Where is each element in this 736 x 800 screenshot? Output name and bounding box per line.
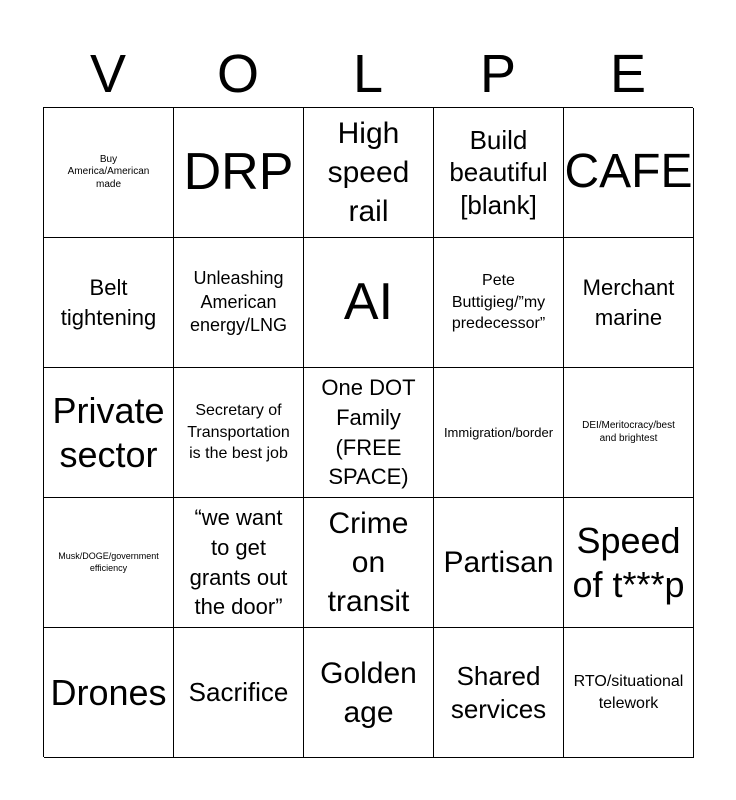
bingo-cell-r5c5[interactable] xyxy=(564,628,694,758)
bingo-cell-r5c2[interactable] xyxy=(174,628,304,758)
cell-label: Belt tightening xyxy=(60,274,157,330)
bingo-cell-r1c5[interactable] xyxy=(564,108,694,238)
cell-label: Build beautiful [blank] xyxy=(449,124,548,220)
bingo-cell-r4c4[interactable] xyxy=(434,498,564,628)
bingo-cell-r2c1[interactable] xyxy=(44,238,174,368)
cell-label: Sacrifice xyxy=(188,677,289,708)
cell-label: Immigration/border xyxy=(443,424,554,440)
bingo-cell-r5c1[interactable] xyxy=(44,628,174,758)
header-letter-p: P xyxy=(479,44,517,104)
cell-label: Drones xyxy=(50,671,167,713)
cell-label: Pete Buttigieg/”my predecessor” xyxy=(451,272,546,333)
bingo-cell-r3c2[interactable] xyxy=(174,368,304,498)
cell-label: Unleashing American energy/LNG xyxy=(189,268,288,336)
header-letter-o: O xyxy=(216,44,259,104)
bingo-header xyxy=(43,42,693,106)
cell-label: Partisan xyxy=(443,546,554,579)
bingo-board xyxy=(43,107,693,757)
bingo-cell-r4c3[interactable] xyxy=(304,498,434,628)
cell-label: One DOT Family (FREE SPACE) xyxy=(321,375,416,490)
cell-label: Golden age xyxy=(320,656,417,729)
bingo-cell-r1c3[interactable] xyxy=(304,108,434,238)
header-letter-l: L xyxy=(352,44,384,104)
cell-label: CAFE xyxy=(564,145,693,199)
cell-label: Crime on transit xyxy=(327,507,410,618)
cell-label: “we want to get grants out the door” xyxy=(189,505,288,620)
bingo-cell-r1c2[interactable] xyxy=(174,108,304,238)
bingo-cell-r2c3[interactable] xyxy=(304,238,434,368)
cell-label: Private sector xyxy=(52,390,165,475)
bingo-cell-r3c1[interactable] xyxy=(44,368,174,498)
cell-label: RTO/situational telework xyxy=(573,672,684,712)
cell-label: Speed of t***p xyxy=(572,520,685,605)
bingo-cell-r2c4[interactable] xyxy=(434,238,564,368)
cell-label: Secretary of Transportation is the best job xyxy=(187,402,290,463)
bingo-cell-r5c4[interactable] xyxy=(434,628,564,758)
cell-label: AI xyxy=(343,272,394,331)
cell-label: Buy America/American made xyxy=(67,153,150,190)
cell-label: Shared services xyxy=(450,661,547,724)
bingo-cell-r1c1[interactable] xyxy=(44,108,174,238)
cell-label: Merchant marine xyxy=(582,274,675,330)
header-letter-e: E xyxy=(609,44,647,104)
cell-label: DRP xyxy=(183,142,294,201)
bingo-cell-r3c5[interactable] xyxy=(564,368,694,498)
bingo-cell-r1c4[interactable] xyxy=(434,108,564,238)
cell-label: DEI/Meritocracy/best and brightest xyxy=(582,420,675,444)
cell-label: Musk/DOGE/government efficiency xyxy=(58,551,159,573)
bingo-cell-r2c5[interactable] xyxy=(564,238,694,368)
bingo-cell-r4c1[interactable] xyxy=(44,498,174,628)
bingo-cell-r3c4[interactable] xyxy=(434,368,564,498)
bingo-cell-r4c5[interactable] xyxy=(564,498,694,628)
bingo-cell-r3c3[interactable] xyxy=(304,368,434,498)
header-letter-v: V xyxy=(89,44,127,104)
bingo-cell-r2c2[interactable] xyxy=(174,238,304,368)
bingo-cell-r5c3[interactable] xyxy=(304,628,434,758)
bingo-cell-r4c2[interactable] xyxy=(174,498,304,628)
cell-label: High speed rail xyxy=(327,117,410,228)
